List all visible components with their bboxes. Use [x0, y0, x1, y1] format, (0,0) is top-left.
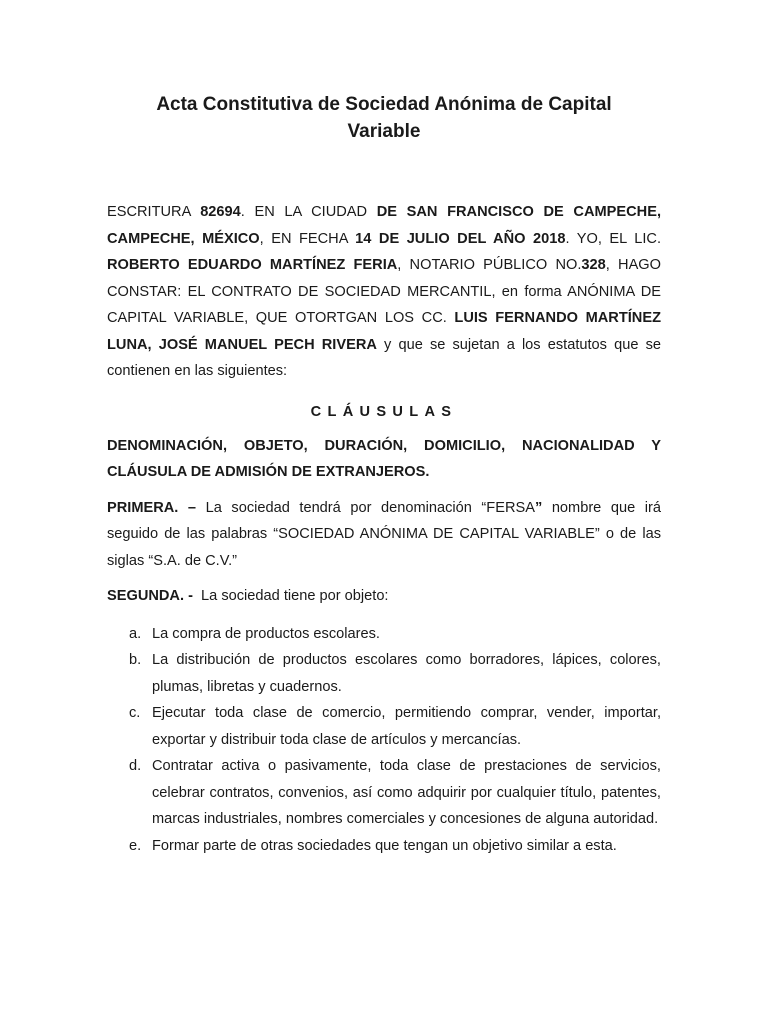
intro-text-4: . YO, EL LIC. [565, 230, 661, 247]
clause-segunda [107, 583, 661, 610]
intro-text-2: . EN LA CIUDAD [240, 204, 377, 220]
list-marker: e. [129, 837, 142, 854]
list-item-text: La distribución de productos escolares como borradores, lápices, colores, plumas, libretas y cuadernos. [152, 652, 661, 695]
notary-name: ROBERTO EDUARDO MARTÍNEZ FERIA [107, 257, 398, 273]
escritura-number: 82694 [200, 204, 241, 220]
deed-date: 14 DE JULIO DEL AÑO 2018 [355, 230, 566, 247]
segunda-label: SEGUNDA. - [107, 588, 193, 604]
segunda-text: La sociedad tiene por objeto: [192, 588, 389, 604]
list-marker: c. [129, 705, 141, 721]
intro-text-6: , HAGO CONSTAR: EL CONTRATO DE SOCIEDAD MERCANTIL, en forma ANÓNIMA DE CAPITAL VARIABLE, QUE OTORTGAN LOS CC. [107, 257, 662, 326]
list-marker: d. [129, 758, 142, 774]
list-item-text: Formar parte de otras sociedades que tengan un objetivo similar a esta. [152, 837, 617, 854]
list-item [107, 753, 661, 833]
list-item [107, 647, 661, 700]
list-item [107, 700, 661, 753]
clause-primera [107, 495, 661, 575]
document-page [107, 86, 661, 859]
primera-text-2: nombre que irá seguido de las palabras “SOCIEDAD ANÓNIMA DE CAPITAL VARIABLE” o de las siglas “S.A. de C.V.” [107, 499, 661, 569]
list-marker: b. [129, 652, 142, 668]
intro-paragraph [107, 199, 661, 385]
intro-text-1: ESCRITURA [107, 204, 201, 220]
section-heading: DENOMINACIÓN, OBJETO, DURACIÓN, DOMICILIO, NACIONALIDAD Y CLÁUSULA DE ADMISIÓN DE EXTRANJEROS. [107, 437, 661, 480]
intro-text-3: , EN FECHA [259, 230, 356, 247]
list-item [107, 833, 661, 860]
document-title: Acta Constitutiva de Sociedad Anónima de Capital Variable [156, 94, 612, 142]
city-name: DE SAN FRANCISCO DE CAMPECHE, CAMPECHE, MÉXICO [107, 204, 662, 247]
intro-text-5: , NOTARIO PÚBLICO NO. [397, 257, 582, 273]
primera-closing-quote: ” [534, 499, 543, 516]
notary-number: 328 [581, 257, 606, 273]
list-item-text: Ejecutar toda clase de comercio, permitiendo comprar, vender, importar, exportar y distribuir toda clase de artículos y mercancías. [152, 705, 661, 748]
grantor-names: LUIS FERNANDO MARTÍNEZ LUNA, JOSÉ MANUEL PECH RIVERA [107, 310, 661, 353]
clausulas-heading: CLÁUSULAS [310, 403, 458, 420]
intro-text-7: y que se sujetan a los estatutos que se contienen en las siguientes: [107, 336, 661, 379]
list-item-text: La compra de productos escolares. [152, 625, 380, 642]
list-marker: a. [129, 625, 142, 642]
list-item [107, 621, 661, 648]
objeto-list [107, 621, 661, 860]
primera-label: PRIMERA. – [107, 499, 197, 516]
list-item-text: Contratar activa o pasivamente, toda clase de prestaciones de servicios, celebrar contratos, convenios, así como adquirir por cualquier título, patentes, marcas industriales, nombres comerciales y concesiones de alguna autoridad. [152, 758, 661, 827]
primera-text-1: La sociedad tendrá por denominación “FERSA [196, 499, 535, 516]
